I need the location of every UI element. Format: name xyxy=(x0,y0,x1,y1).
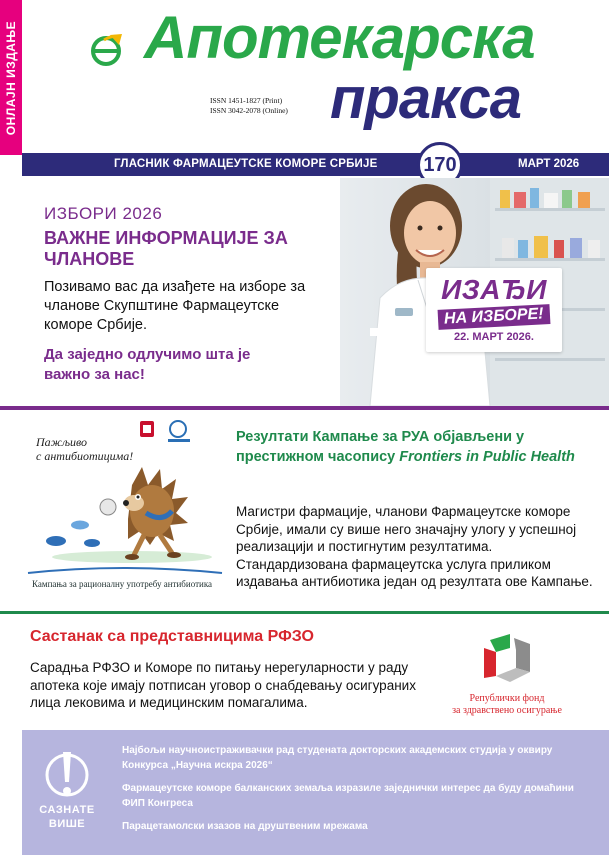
journal-name: Frontiers in Public Health xyxy=(399,448,575,465)
vote-sign-line1: ИЗАЂИ xyxy=(441,274,547,305)
section-divider xyxy=(0,406,609,410)
elections-body: Позивамо вас да изађете на изборе за чланове Скупштине Фармацеутске коморе Србије. xyxy=(44,279,306,333)
issue-number-badge: 170 xyxy=(417,142,463,188)
elections-kicker: ИЗБОРИ 2026 xyxy=(44,204,163,223)
campaign-slogan-line2: с антибиотицима! xyxy=(36,449,134,464)
issn-block xyxy=(210,96,288,116)
e-logo-icon xyxy=(86,30,126,70)
campaign-slogan xyxy=(36,435,133,464)
rfzo-name xyxy=(432,693,582,717)
vote-sign xyxy=(426,268,562,352)
masthead-band xyxy=(22,153,609,176)
learn-more-badge[interactable] xyxy=(36,748,98,838)
footer-link-paracetamol-challenge[interactable]: Парацетамолски изазов на друштвеним мрежама xyxy=(122,821,368,832)
campaign-headline-text: Резултати Кампање за РУА објављени у престижном часопису xyxy=(236,429,525,465)
masthead-title-line1: Апотекарска xyxy=(144,4,535,71)
masthead-title-line2: пракса xyxy=(330,66,522,131)
footer-link-science-spark[interactable]: Најбољи научноистраживачки рад студената докторских академских студија у оквиру Конкурса „Научна искра 2026“ xyxy=(122,745,553,771)
issue-date: МАРТ 2026 xyxy=(518,158,580,170)
public-health-institute-logo-icon xyxy=(168,421,190,442)
vote-sign-line2: НА ИЗБОРЕ! xyxy=(438,304,550,329)
learn-more-line2: ВИШЕ xyxy=(48,818,86,831)
campaign-body: Магистри фармације, чланови Фармацеутске коморе Србије, имали су више него значајну улогу у успешној реализацији и постигнутим резултатима. Стандардизована фармацеутска услуга приликом издавања антибиотика један од резултата ове Кампање. xyxy=(236,504,593,590)
rfzo-name-line1: Републички фонд xyxy=(469,693,545,704)
issn-print: ISSN 1451-1827 (Print) xyxy=(210,96,283,105)
campaign-headline[interactable] xyxy=(236,428,586,467)
footer-panel xyxy=(22,730,609,855)
elections-headline[interactable]: ВАЖНЕ ИНФОРМАЦИЈЕ ЗА ЧЛАНОВЕ xyxy=(44,228,288,269)
gazette-name: ГЛАСНИК ФАРМАЦЕУТСКЕ КОМОРЕ СРБИЈЕ xyxy=(114,158,378,170)
rfzo-headline[interactable]: Састанак са представницима РФЗО xyxy=(30,628,314,645)
learn-more-line1: САЗНАТЕ xyxy=(39,804,95,816)
campaign-caption: Кампања за рационалну употребу антибиотика xyxy=(32,579,213,589)
online-edition-label: ОНЛАЈН ИЗДАЊЕ xyxy=(4,20,18,135)
rfzo-name-line2: за здравствено осигурање xyxy=(452,705,562,716)
issn-online: ISSN 3042-2078 (Online) xyxy=(210,106,288,116)
campaign-slogan-line1: Пажљиво xyxy=(36,435,88,449)
rfzo-logo-icon xyxy=(470,628,540,688)
antibiotics-campaign-image xyxy=(22,415,227,593)
footer-link-fip-congress[interactable]: Фармацеутске коморе балканских земаља изразиле заједнички интерес да буду домаћини ФИП Конгреса xyxy=(122,783,574,809)
section-divider xyxy=(0,611,609,614)
exclamation-icon xyxy=(44,748,90,802)
ministry-emblem-icon xyxy=(140,421,154,437)
elections-call-to-action: Да заједно одлучимо шта је важно за нас! xyxy=(44,346,251,383)
vote-sign-date: 22. МАРТ 2026. xyxy=(454,330,534,343)
online-edition-tab xyxy=(0,0,22,155)
rfzo-body: Сарадња РФЗО и Коморе по питању нерегуларности у раду апотека које имају потписан уговор о снабдевању осигураних лица лековима и медицинским помагалима. xyxy=(30,660,416,711)
footer-links xyxy=(122,744,592,844)
